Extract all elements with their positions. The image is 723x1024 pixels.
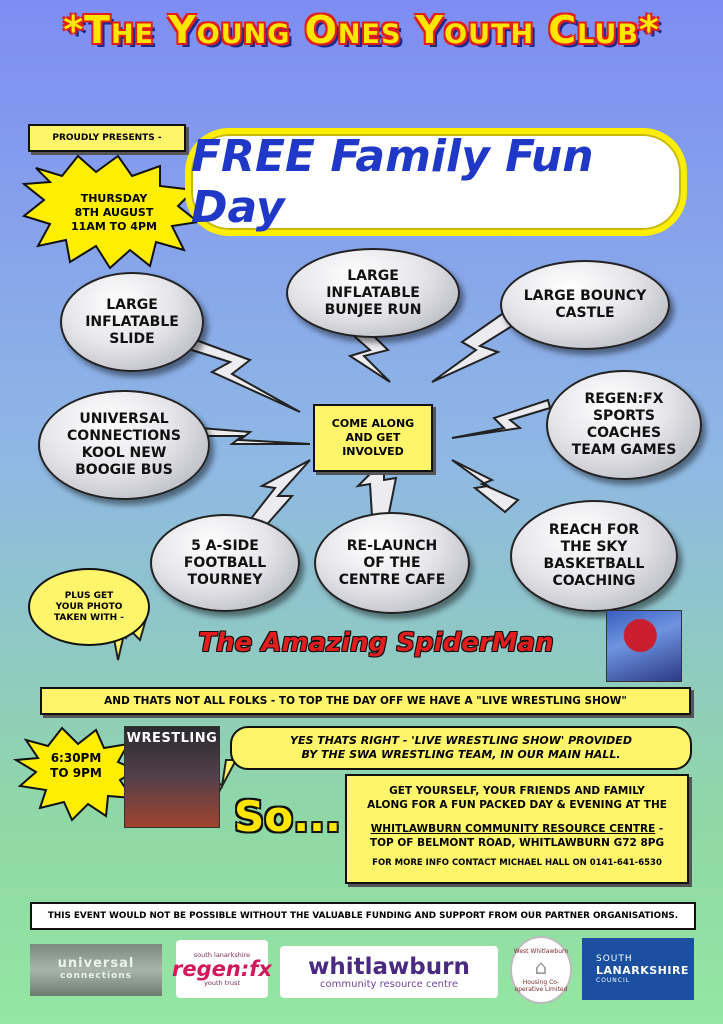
regen-logo-main: regen:fx — [172, 957, 272, 981]
house-icon: ⌂ — [534, 954, 548, 979]
so-text: So... — [234, 792, 341, 841]
tail-boogie — [200, 428, 310, 444]
spiderman-photo — [606, 610, 682, 682]
info-line-1: GET YOURSELF, YOUR FRIENDS AND FAMILY — [389, 785, 645, 797]
bubble-sports-coaches: REGEN:FX SPORTS COACHES TEAM GAMES — [546, 370, 702, 480]
date-burst — [26, 158, 202, 268]
whitlawburn-logo — [280, 946, 498, 998]
bubble-centre-cafe: RE-LAUNCH OF THE CENTRE CAFE — [314, 512, 470, 614]
universal-logo-line-2: connections — [59, 971, 133, 981]
bubble-basketball: REACH FOR THE SKY BASKETBALL COACHING — [510, 500, 678, 612]
bubble-boogie-bus: UNIVERSAL CONNECTIONS KOOL NEW BOOGIE BUS — [38, 390, 210, 500]
partner-note: THIS EVENT WOULD NOT BE POSSIBLE WITHOUT THE VALUABLE FUNDING AND SUPPORT FROM OUR PARTNER ORGANISATIONS. — [30, 902, 696, 930]
time-burst — [18, 728, 134, 804]
not-all-banner: AND THATS NOT ALL FOLKS - TO TOP THE DAY OFF WE HAVE A "LIVE WRESTLING SHOW" — [40, 687, 691, 715]
photo-bubble: PLUS GET YOUR PHOTO TAKEN WITH - — [28, 568, 150, 646]
come-along-box: COME ALONG AND GET INVOLVED — [313, 404, 433, 472]
whitlawburn-logo-main: whitlawburn — [308, 953, 470, 980]
time-text: 6:30PM TO 9PM — [50, 751, 102, 780]
universal-connections-logo — [30, 944, 162, 996]
universal-logo-line-1: universal — [57, 956, 135, 971]
info-box — [345, 774, 689, 884]
housing-coop-logo — [510, 936, 572, 1004]
whitlawburn-logo-sub: community resource centre — [320, 978, 458, 990]
headline-text: FREE Family Fun Day — [191, 131, 594, 233]
address-line: TOP OF BELMONT ROAD, WHITLAWBURN G72 8PG — [369, 837, 665, 849]
coop-logo-line-1: West Whitlawburn — [513, 947, 569, 955]
wrestling-image-label: WRESTLING — [126, 731, 218, 746]
headline-banner — [185, 128, 687, 236]
tail-basketball — [452, 460, 518, 512]
info-line-2: ALONG FOR A FUN PACKED DAY & EVENING AT THE — [367, 799, 667, 811]
regen-logo-top: south lanarkshire — [193, 951, 251, 959]
wrestling-poster-image — [124, 726, 220, 828]
bubble-football: 5 A-SIDE FOOTBALL TOURNEY — [150, 514, 300, 612]
venue-suffix: - — [655, 823, 664, 835]
sla-logo-line-3: COUNCIL — [596, 977, 631, 984]
regen-logo-sub: youth trust — [204, 979, 240, 987]
south-lanarkshire-logo — [582, 938, 694, 1000]
sla-logo-line-2: LANARKSHIRE — [596, 964, 689, 977]
spiderman-title: The Amazing SpiderMan — [198, 628, 554, 658]
regen-fx-logo — [172, 940, 272, 998]
presents-label: PROUDLY PRESENTS - — [28, 124, 186, 152]
bubble-bouncy-castle: LARGE BOUNCY CASTLE — [500, 260, 670, 350]
bubble-inflatable-slide: LARGE INFLATABLE SLIDE — [60, 272, 204, 372]
venue-name: WHITLAWBURN COMMUNITY RESOURCE CENTRE — [370, 823, 656, 835]
wrestling-description: YES THATS RIGHT - 'LIVE WRESTLING SHOW' PROVIDED BY THE SWA WRESTLING TEAM, IN OUR MAIN HALL. — [230, 726, 692, 770]
coop-logo-line-2: Housing Co-operative Limited — [514, 978, 568, 993]
club-title: *The Young Ones Youth Club* — [63, 8, 660, 52]
sla-logo-line-1: SOUTH — [596, 954, 633, 964]
date-text: THURSDAY 8TH AUGUST 11AM TO 4PM — [71, 192, 157, 233]
contact-line: FOR MORE INFO CONTACT MICHAEL HALL ON 0141-641-6530 — [372, 858, 662, 868]
bubble-bunjee-run: LARGE INFLATABLE BUNJEE RUN — [286, 248, 460, 338]
venue-line — [347, 822, 687, 836]
tail-regen — [452, 400, 550, 438]
